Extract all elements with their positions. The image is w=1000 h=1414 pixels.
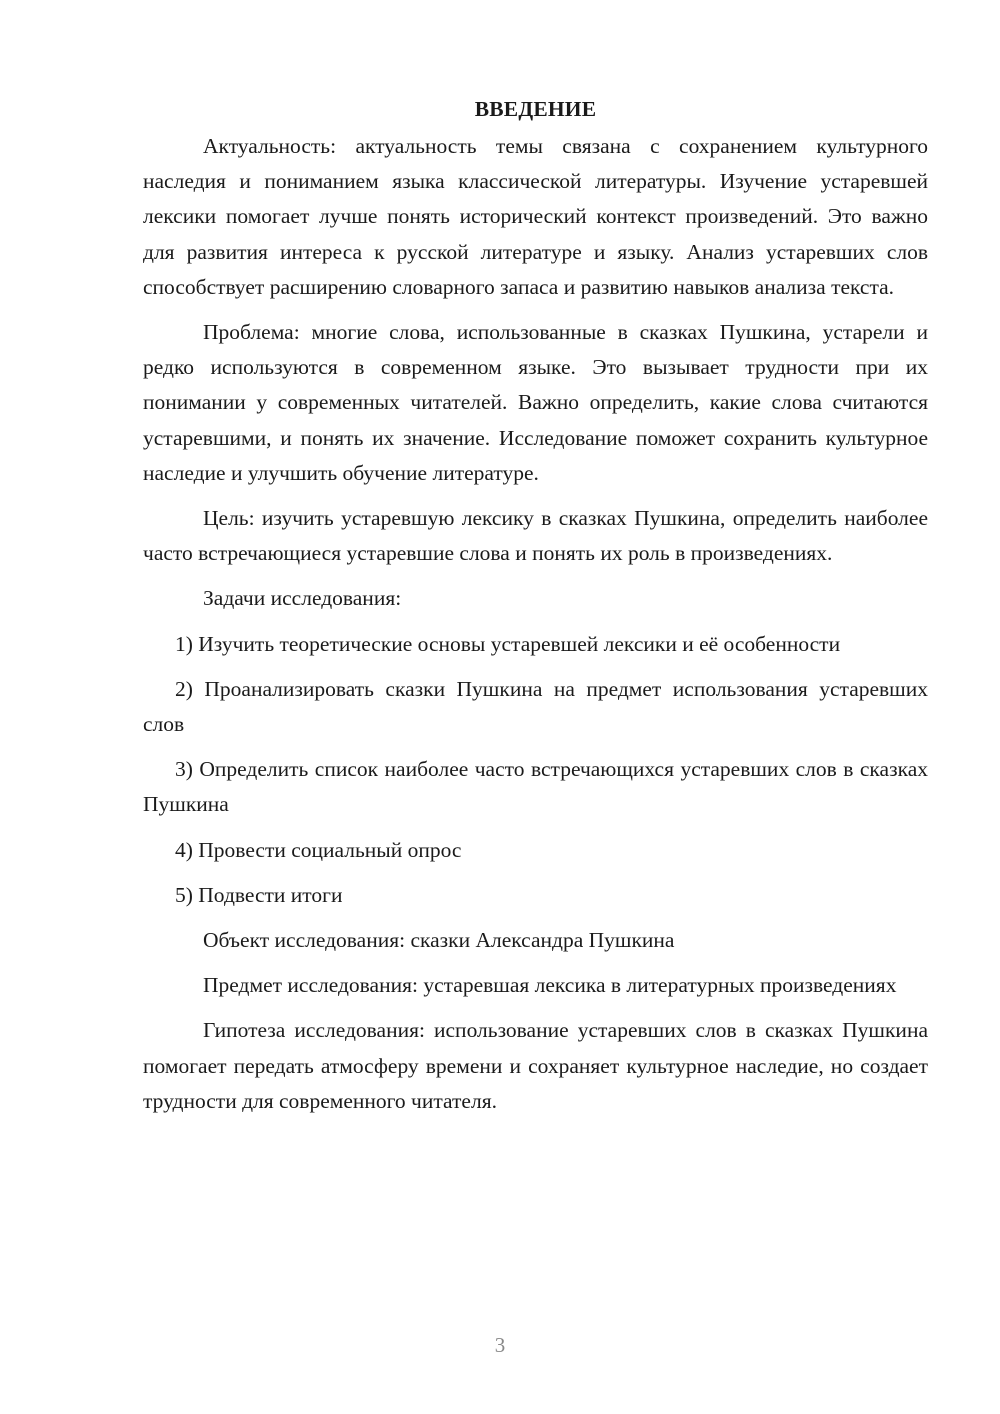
problem-paragraph: Проблема: многие слова, использованные в сказках Пушкина, устарели и редко используются в современном языке. Это вызывает трудности при их понимании у современных читателей. Важно определить, какие слова считаются устаревшими, и понять их значение. Исследование поможет сохранить культурное наследие и улучшить обучение литературе. <box>143 320 928 485</box>
task-item-4: 4) Провести социальный опрос <box>175 837 462 862</box>
relevance-paragraph: Актуальность: актуальность темы связана с сохранением культурного наследия и пониманием языка классической литературы. Изучение устаревшей лексики помогает лучше понять исторический контекст произведений. Это важно для развития интереса к русской литературе и языку. Анализ устаревших слов способствует расширению словарного запаса и развитию навыков анализа текста. <box>143 134 928 299</box>
task-item-1: 1) Изучить теоретические основы устаревшей лексики и её особенности <box>175 631 841 656</box>
page-content <box>143 92 928 1119</box>
page-number: 3 <box>494 1333 506 1357</box>
tasks-heading: Задачи исследования: <box>203 586 402 611</box>
task-item-3: 3) Определить список наиболее часто встречающихся устаревших слов в сказках Пушкина <box>143 757 928 817</box>
task-item-2: 2) Проанализировать сказки Пушкина на предмет использования устаревших слов <box>143 676 928 737</box>
hypothesis-paragraph: Гипотеза исследования: использование устаревших слов в сказках Пушкина помогает передать атмосферу времени и сохраняет культурное наследие, но создает трудности для современного читателя. <box>143 1018 928 1113</box>
task-item-5: 5) Подвести итоги <box>175 882 343 907</box>
goal-paragraph: Цель: изучить устаревшую лексику в сказках Пушкина, определить наиболее часто встречающиеся устаревшие слова и понять их роль в произведениях. <box>143 506 928 566</box>
section-title: ВВЕДЕНИЕ <box>474 97 597 121</box>
subject-paragraph: Предмет исследования: устаревшая лексика в литературных произведениях <box>203 973 897 998</box>
object-paragraph: Объект исследования: сказки Александра Пушкина <box>203 928 675 953</box>
